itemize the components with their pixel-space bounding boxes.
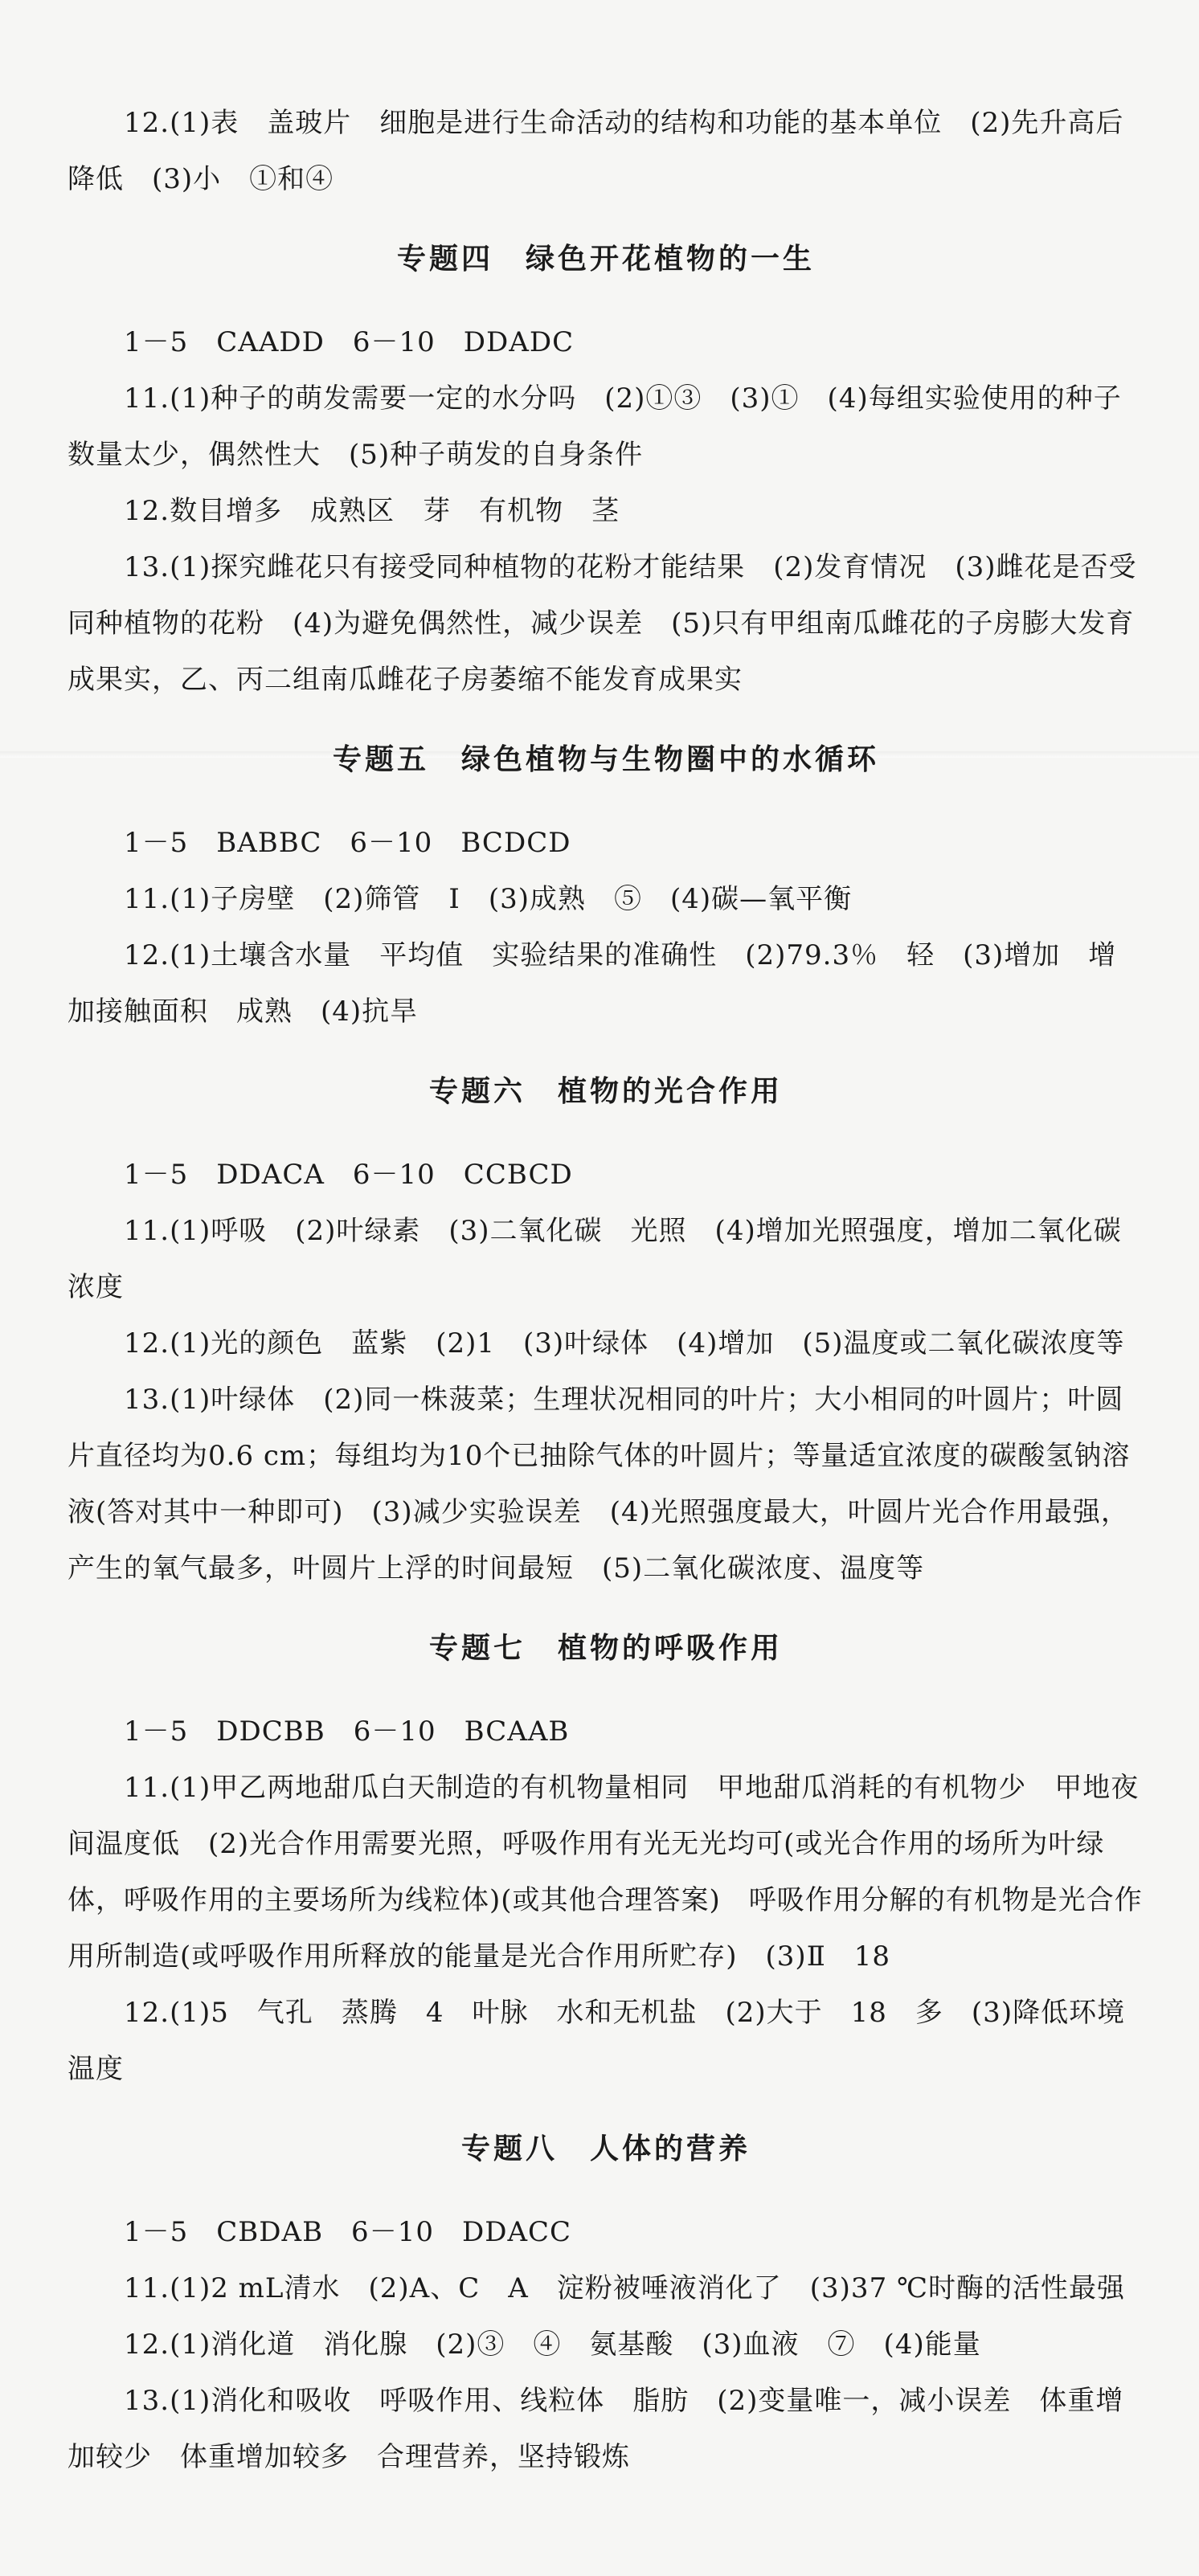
answer-line: 1－5 BABBC 6－10 BCDCD <box>124 827 571 859</box>
answer-line: 12.(1)光的颜色 蓝紫 (2)1 (3)叶绿体 (4)增加 (5)温度或二氧化碳浓度等 <box>124 1327 1125 1360</box>
answer-line: 1－5 DDCBB 6－10 BCAAB <box>124 1715 570 1748</box>
section-4 <box>68 236 1144 708</box>
section-title: 专题七 植物的呼吸作用 <box>428 1632 783 1665</box>
answer-line: 1－5 CBDAB 6－10 DDACC <box>124 2216 572 2248</box>
answer-line: 13.(1)消化和吸收 呼吸作用、线粒体 脂肪 (2)变量唯一，减小误差 体重增加较少 体重增加较多 合理营养，坚持锻炼 <box>68 2385 1124 2473</box>
answer-line: 11.(1)种子的萌发需要一定的水分吗 (2)①③ (3)① (4)每组实验使用的种子数量太少，偶然性大 (5)种子萌发的自身条件 <box>68 382 1122 471</box>
answer-line: 1－5 CAADD 6－10 DDADC <box>124 326 575 358</box>
section-6 <box>68 1069 1144 1597</box>
section-title: 专题八 人体的营养 <box>460 2132 751 2165</box>
answer-line: 11.(1)甲乙两地甜瓜白天制造的有机物量相同 甲地甜瓜消耗的有机物少 甲地夜间温度低 (2)光合作用需要光照，呼吸作用有光无光均可(或光合作用的场所为叶绿体，呼吸作用的主要场所为线粒体)(或其他合理答案) 呼吸作用分解的有机物是光合作用所制造(或呼吸作用所释放的能量是光合作用所贮存) (3)Ⅱ 18 <box>68 1772 1143 1973</box>
section-8 <box>68 2126 1144 2485</box>
answer-line: 11.(1)呼吸 (2)叶绿素 (3)二氧化碳 光照 (4)增加光照强度，增加二氧化碳浓度 <box>68 1215 1122 1303</box>
answer-line: 1－5 DDACA 6－10 CCBCD <box>124 1159 573 1191</box>
answer-line: 12.(1)土壤含水量 平均值 实验结果的准确性 (2)79.3％ 轻 (3)增加 增加接触面积 成熟 (4)抗旱 <box>68 939 1117 1028</box>
intro-answer-line: 12.(1)表 盖玻片 细胞是进行生命活动的结构和功能的基本单位 (2)先升高后降低 (3)小 ①和④ <box>68 107 1124 195</box>
section-title: 专题四 绿色开花植物的一生 <box>396 243 815 276</box>
section-5 <box>68 737 1144 1040</box>
section-title: 专题五 绿色植物与生物圈中的水循环 <box>332 743 879 776</box>
answer-line: 12.(1)5 气孔 蒸腾 4 叶脉 水和无机盐 (2)大于 18 多 (3)降低环境温度 <box>68 1997 1126 2085</box>
answer-page <box>68 95 1144 2493</box>
answer-line: 12.(1)消化道 消化腺 (2)③ ④ 氨基酸 (3)血液 ⑦ (4)能量 <box>124 2329 981 2361</box>
section-7 <box>68 1625 1144 2097</box>
answer-line: 13.(1)叶绿体 (2)同一株菠菜；生理状况相同的叶片；大小相同的叶圆片；叶圆片直径均为0.6 cm；每组均为10个已抽除气体的叶圆片；等量适宜浓度的碳酸氢钠溶液(答对其中一种即可) (3)减少实验误差 (4)光照强度最大，叶圆片光合作用最强，产生的氧气最多，叶圆片上浮的时间最短 (5)二氧化碳浓度、温度等 <box>68 1384 1131 1584</box>
answer-line: 11.(1)2 mL清水 (2)A、C A 淀粉被唾液消化了 (3)37 ℃时酶的活性最强 <box>124 2272 1126 2304</box>
answer-line: 11.(1)子房壁 (2)筛管 Ⅰ (3)成熟 ⑤ (4)碳—氧平衡 <box>124 883 853 915</box>
section-title: 专题六 植物的光合作用 <box>428 1075 783 1108</box>
answer-line: 13.(1)探究雌花只有接受同种植物的花粉才能结果 (2)发育情况 (3)雌花是否受同种植物的花粉 (4)为避免偶然性，减少误差 (5)只有甲组南瓜雌花的子房膨大发育成果实，乙、丙二组南瓜雌花子房萎缩不能发育成果实 <box>68 551 1137 696</box>
answer-line: 12.数目增多 成熟区 芽 有机物 茎 <box>124 495 620 527</box>
